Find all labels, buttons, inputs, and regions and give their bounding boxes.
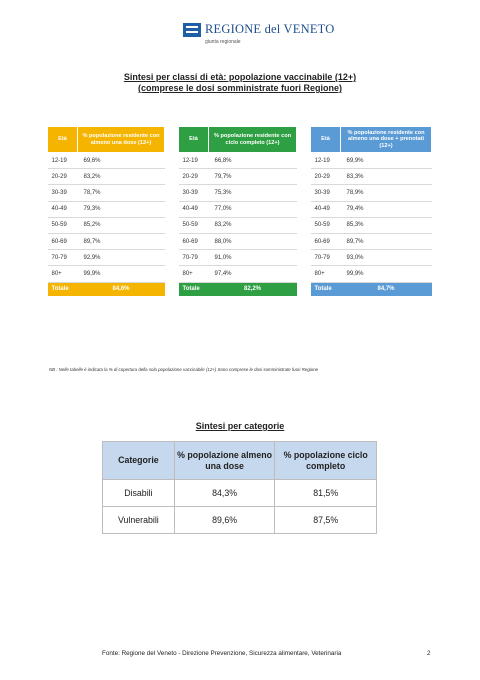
total-row: Totale 84,7%	[311, 282, 432, 296]
table-row: 60-69 88,0%	[179, 233, 297, 249]
table-row: 30-39 75,3%	[179, 185, 297, 201]
col-header-value: % popolazione residente con almeno una dose (12+)	[78, 127, 165, 153]
table-row: 50-59 85,2%	[48, 217, 165, 233]
footnote: NB : Nelle tabelle è indicata la % di copertura della sola popolazione vaccinabile (12+) Sono comprese le dosi somministrate fuori Regione	[49, 367, 319, 372]
region-emblem-icon	[183, 23, 201, 37]
total-row: Totale 82,2%	[179, 282, 297, 296]
logo-subtitle: giunta regionale	[205, 39, 241, 45]
table-row: 30-39 78,9%	[311, 185, 432, 201]
col-header-value: % popolazione residente con ciclo completo (12+)	[209, 127, 297, 153]
logo-title: REGIONE del VENETO	[205, 22, 335, 36]
age-table-one-dose	[47, 126, 165, 296]
region-logo	[183, 22, 335, 37]
table-row: 20-29 83,3%	[311, 169, 432, 185]
table-row: 12-19 69,6%	[48, 153, 165, 169]
table-row: 40-49 79,3%	[48, 201, 165, 217]
table-row: Disabili 84,3% 81,5%	[103, 480, 377, 507]
age-table-dose-plus-booked	[310, 126, 432, 296]
col-header-value: % popolazione residente con almeno una dose + prenotati (12+)	[341, 127, 432, 153]
table-row: 70-79 91,0%	[179, 250, 297, 266]
table-row: 40-49 79,4%	[311, 201, 432, 217]
col-header-one-dose: % popolazione almeno una dose	[174, 442, 275, 480]
col-header-full-cycle: % popolazione ciclo completo	[275, 442, 377, 480]
table-row: 80+ 99,9%	[311, 266, 432, 282]
age-section-title: Sintesi per classi di età: popolazione vaccinabile (12+) (comprese le dosi somministrate fuori Regione)	[123, 72, 357, 93]
page-number: 2	[427, 650, 431, 657]
table-row: Vulnerabili 89,6% 87,5%	[103, 507, 377, 534]
table-row: 50-59 85,3%	[311, 217, 432, 233]
source-footer: Fonte: Regione del Veneto - Direzione Prevenzione, Sicurezza alimentare, Veterinaria	[102, 650, 342, 657]
table-row: 20-29 79,7%	[179, 169, 297, 185]
table-row: 12-19 69,9%	[311, 153, 432, 169]
table-row: 60-69 89,7%	[48, 233, 165, 249]
table-row: 40-49 77,0%	[179, 201, 297, 217]
col-header-age: Età	[179, 127, 209, 153]
table-row: 60-69 89,7%	[311, 233, 432, 249]
table-row: 70-79 93,0%	[311, 250, 432, 266]
table-row: 70-79 92,9%	[48, 250, 165, 266]
age-table-full-cycle	[178, 126, 297, 296]
table-row: 50-59 83,2%	[179, 217, 297, 233]
categories-table	[102, 441, 377, 534]
table-row: 12-19 66,8%	[179, 153, 297, 169]
table-row: 80+ 99,9%	[48, 266, 165, 282]
total-row: Totale 84,6%	[48, 282, 165, 296]
col-header-age: Età	[48, 127, 78, 153]
table-row: 30-39 78,7%	[48, 185, 165, 201]
table-row: 20-29 83,2%	[48, 169, 165, 185]
col-header-age: Età	[311, 127, 341, 153]
col-header-category: Categorie	[103, 442, 175, 480]
table-row: 80+ 97,4%	[179, 266, 297, 282]
categories-section-title: Sintesi per categorie	[195, 421, 285, 431]
